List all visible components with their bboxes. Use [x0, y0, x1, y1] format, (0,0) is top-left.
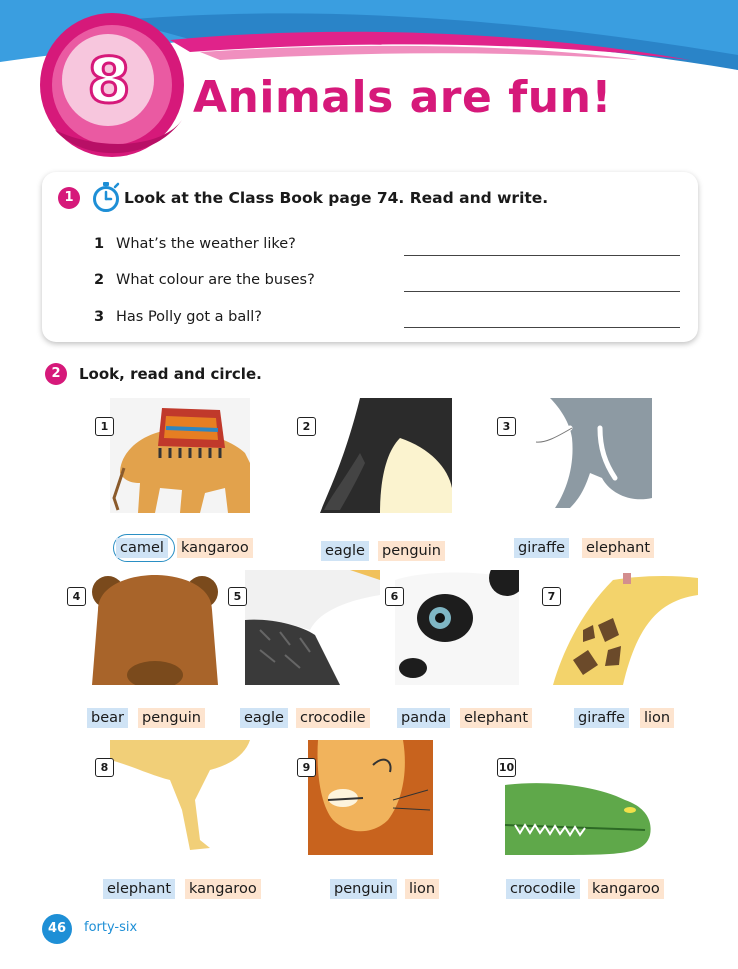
question-number: 2 — [94, 272, 105, 288]
option-word[interactable]: eagle — [240, 708, 288, 728]
option-word[interactable]: elephant — [460, 708, 532, 728]
question-text: What colour are the buses? — [116, 272, 315, 288]
option-word[interactable]: kangaroo — [177, 538, 253, 558]
answer-line-1[interactable] — [404, 255, 680, 256]
option-word[interactable]: panda — [397, 708, 450, 728]
exercise1-instruction: Look at the Class Book page 74. Read and write. — [124, 189, 549, 207]
item-number: 3 — [497, 417, 516, 436]
option-word[interactable]: bear — [87, 708, 128, 728]
item-number: 5 — [228, 587, 247, 606]
option-word[interactable]: lion — [640, 708, 674, 728]
option-word[interactable]: penguin — [330, 879, 397, 899]
option-word[interactable]: lion — [405, 879, 439, 899]
option-word[interactable]: crocodile — [506, 879, 580, 899]
item-number: 2 — [297, 417, 316, 436]
lion-picture — [308, 740, 433, 855]
giraffe-picture — [553, 570, 698, 685]
exercise1-number: 1 — [58, 187, 80, 209]
eagle-picture — [240, 570, 380, 685]
option-word[interactable]: kangaroo — [588, 879, 664, 899]
exercise2-number: 2 — [45, 363, 67, 385]
option-word[interactable]: giraffe — [574, 708, 629, 728]
unit-number: 8 — [87, 44, 131, 117]
option-word[interactable]: elephant — [582, 538, 654, 558]
kangaroo-picture — [110, 740, 250, 855]
item-number: 8 — [95, 758, 114, 777]
option-word[interactable]: penguin — [378, 541, 445, 561]
option-word[interactable]: eagle — [321, 541, 369, 561]
item-number: 9 — [297, 758, 316, 777]
bear-picture — [90, 570, 220, 685]
stopwatch-icon — [91, 181, 121, 213]
unit-title: Animals are fun! — [193, 72, 612, 123]
question-number: 1 — [94, 236, 105, 252]
page-number: 46 — [42, 914, 72, 944]
answer-line-3[interactable] — [404, 327, 680, 328]
penguin-picture — [320, 398, 452, 513]
camel-picture — [110, 398, 250, 513]
answer-line-2[interactable] — [404, 291, 680, 292]
panda-picture — [395, 570, 519, 685]
item-number: 10 — [497, 758, 516, 777]
exercise2-instruction: Look, read and circle. — [79, 365, 262, 383]
question-text: What’s the weather like? — [116, 236, 296, 252]
item-number: 7 — [542, 587, 561, 606]
crocodile-picture — [505, 775, 653, 857]
item-number: 6 — [385, 587, 404, 606]
item-number: 1 — [95, 417, 114, 436]
option-word[interactable]: penguin — [138, 708, 205, 728]
item-number: 4 — [67, 587, 86, 606]
question-number: 3 — [94, 309, 105, 325]
question-text: Has Polly got a ball? — [116, 309, 263, 325]
option-word[interactable]: giraffe — [514, 538, 569, 558]
option-word[interactable]: camel — [116, 538, 168, 558]
page-number-words: forty-six — [84, 920, 138, 935]
option-word[interactable]: elephant — [103, 879, 175, 899]
elephant-picture — [530, 398, 652, 513]
option-word[interactable]: kangaroo — [185, 879, 261, 899]
option-word[interactable]: crocodile — [296, 708, 370, 728]
